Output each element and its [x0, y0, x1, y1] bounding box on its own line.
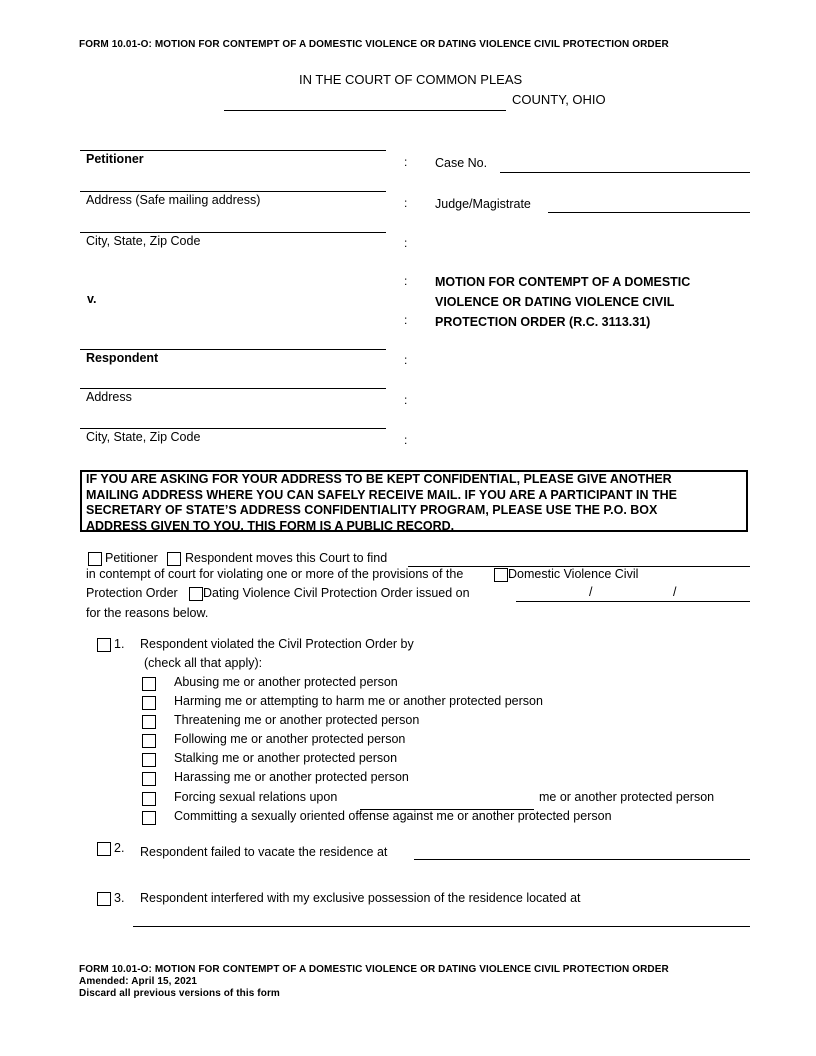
motion-title-line: VIOLENCE OR DATING VIOLENCE CIVIL — [435, 295, 675, 309]
petitioner-city-field[interactable] — [80, 232, 386, 233]
petitioner-city-label: City, State, Zip Code — [86, 234, 201, 248]
subitem-label: Following me or another protected person — [174, 732, 406, 746]
respondent-city-field[interactable] — [80, 428, 386, 429]
caption-colon: : — [404, 433, 408, 447]
case-no-field[interactable] — [500, 172, 750, 173]
item1-checkbox[interactable] — [97, 638, 111, 652]
subitem-checkbox[interactable] — [142, 811, 156, 825]
order-date-field[interactable] — [516, 601, 750, 602]
item1-subtext: (check all that apply): — [144, 656, 263, 670]
versus-label: v. — [87, 292, 97, 306]
motion-title-line: MOTION FOR CONTEMPT OF A DOMESTIC — [435, 275, 691, 289]
notice-line: ADDRESS GIVEN TO YOU. THIS FORM IS A PUBLIC RECORD. — [86, 518, 455, 533]
subitem-checkbox[interactable] — [142, 677, 156, 691]
motion-title-line: PROTECTION ORDER (R.C. 3113.31) — [435, 315, 651, 329]
caption-colon: : — [404, 236, 408, 250]
court-name: IN THE COURT OF COMMON PLEAS — [299, 72, 523, 87]
item3-text: Respondent interfered with my exclusive possession of the residence located at — [140, 891, 581, 905]
motion-respondent-label: Respondent moves this Court to find — [185, 551, 388, 565]
notice-line: MAILING ADDRESS WHERE YOU CAN SAFELY RECEIVE MAIL. IF YOU ARE A PARTICIPANT IN THE — [86, 487, 678, 502]
item1-number: 1. — [114, 637, 125, 651]
petitioner-address-field[interactable] — [80, 191, 386, 192]
possession-residence-field[interactable] — [133, 926, 750, 927]
subitem-checkbox[interactable] — [142, 792, 156, 806]
subitem-checkbox[interactable] — [142, 734, 156, 748]
respondent-label: Respondent — [86, 351, 159, 365]
subitem-label: Abusing me or another protected person — [174, 675, 398, 689]
item3-checkbox[interactable] — [97, 892, 111, 906]
motion-title — [435, 272, 690, 332]
item2-text: Respondent failed to vacate the residence at — [140, 845, 388, 859]
caption-colon: : — [404, 393, 408, 407]
confidentiality-notice — [80, 470, 748, 532]
judge-label: Judge/Magistrate — [435, 197, 531, 211]
respondent-address-label: Address — [86, 390, 132, 404]
notice-line: SECRETARY OF STATE’S ADDRESS CONFIDENTIALITY PROGRAM, PLEASE USE THE P.O. BOX — [86, 503, 658, 517]
item3-number: 3. — [114, 891, 125, 905]
dv-order-label: Domestic Violence Civil — [508, 567, 639, 581]
dating-order-checkbox[interactable] — [189, 587, 203, 601]
item2-number: 2. — [114, 841, 125, 855]
forcing-suffix: me or another protected person — [539, 790, 715, 804]
subitem-checkbox[interactable] — [142, 696, 156, 710]
subitem-label: Committing a sexually oriented offense against me or another protected person — [174, 809, 612, 823]
caption-colon: : — [404, 155, 408, 169]
petitioner-address-label: Address (Safe mailing address) — [86, 193, 261, 207]
respondent-name-field[interactable] — [80, 349, 386, 350]
subitem-label: Harassing me or another protected person — [174, 770, 409, 784]
respondent-address-field[interactable] — [80, 388, 386, 389]
date-separator: / — [589, 585, 593, 599]
subitem-checkbox[interactable] — [142, 753, 156, 767]
footer-discard: Discard all previous versions of this form — [79, 988, 280, 999]
county-label: COUNTY, OHIO — [512, 92, 606, 107]
contempt-text: in contempt of court for violating one or more of the provisions of the — [86, 567, 464, 581]
date-separator: / — [673, 585, 677, 599]
residence-field[interactable] — [414, 859, 750, 860]
notice-line: IF YOU ARE ASKING FOR YOUR ADDRESS TO BE KEPT CONFIDENTIAL, PLEASE GIVE ANOTHER — [86, 472, 672, 486]
subitem-checkbox[interactable] — [142, 772, 156, 786]
item1-text: Respondent violated the Civil Protection Order by — [140, 637, 414, 651]
respondent-city-label: City, State, Zip Code — [86, 430, 201, 444]
protection-order-text: Protection Order — [86, 586, 178, 600]
subitem-label: Harming me or attempting to harm me or another protected person — [174, 694, 543, 708]
dv-order-checkbox[interactable] — [494, 568, 508, 582]
petitioner-name-field[interactable] — [80, 150, 386, 151]
case-no-label: Case No. — [435, 156, 488, 170]
petitioner-checkbox[interactable] — [88, 552, 102, 566]
footer-form: FORM 10.01-O: MOTION FOR CONTEMPT OF A DOMESTIC VIOLENCE OR DATING VIOLENCE CIVIL PROTECTION ORDER — [79, 964, 669, 975]
caption-colon: : — [404, 313, 408, 327]
subitem-label: Stalking me or another protected person — [174, 751, 398, 765]
subitem-label: Threatening me or another protected person — [174, 713, 420, 727]
judge-field[interactable] — [548, 212, 750, 213]
subitem-checkbox[interactable] — [142, 715, 156, 729]
dating-order-label: Dating Violence Civil Protection Order issued on — [203, 586, 470, 600]
item2-checkbox[interactable] — [97, 842, 111, 856]
subitem-label: Forcing sexual relations upon — [174, 790, 338, 804]
footer-amended: Amended: April 15, 2021 — [79, 976, 198, 987]
caption-colon: : — [404, 274, 408, 288]
reasons-text: for the reasons below. — [86, 606, 209, 620]
respondent-checkbox[interactable] — [167, 552, 181, 566]
petitioner-label: Petitioner — [86, 152, 144, 166]
motion-petitioner-label: Petitioner — [105, 551, 158, 565]
county-field[interactable] — [224, 110, 506, 111]
caption-colon: : — [404, 353, 408, 367]
form-header: FORM 10.01-O: MOTION FOR CONTEMPT OF A DOMESTIC VIOLENCE OR DATING VIOLENCE CIVIL PROTECTION ORDER — [79, 39, 669, 50]
caption-colon: : — [404, 196, 408, 210]
